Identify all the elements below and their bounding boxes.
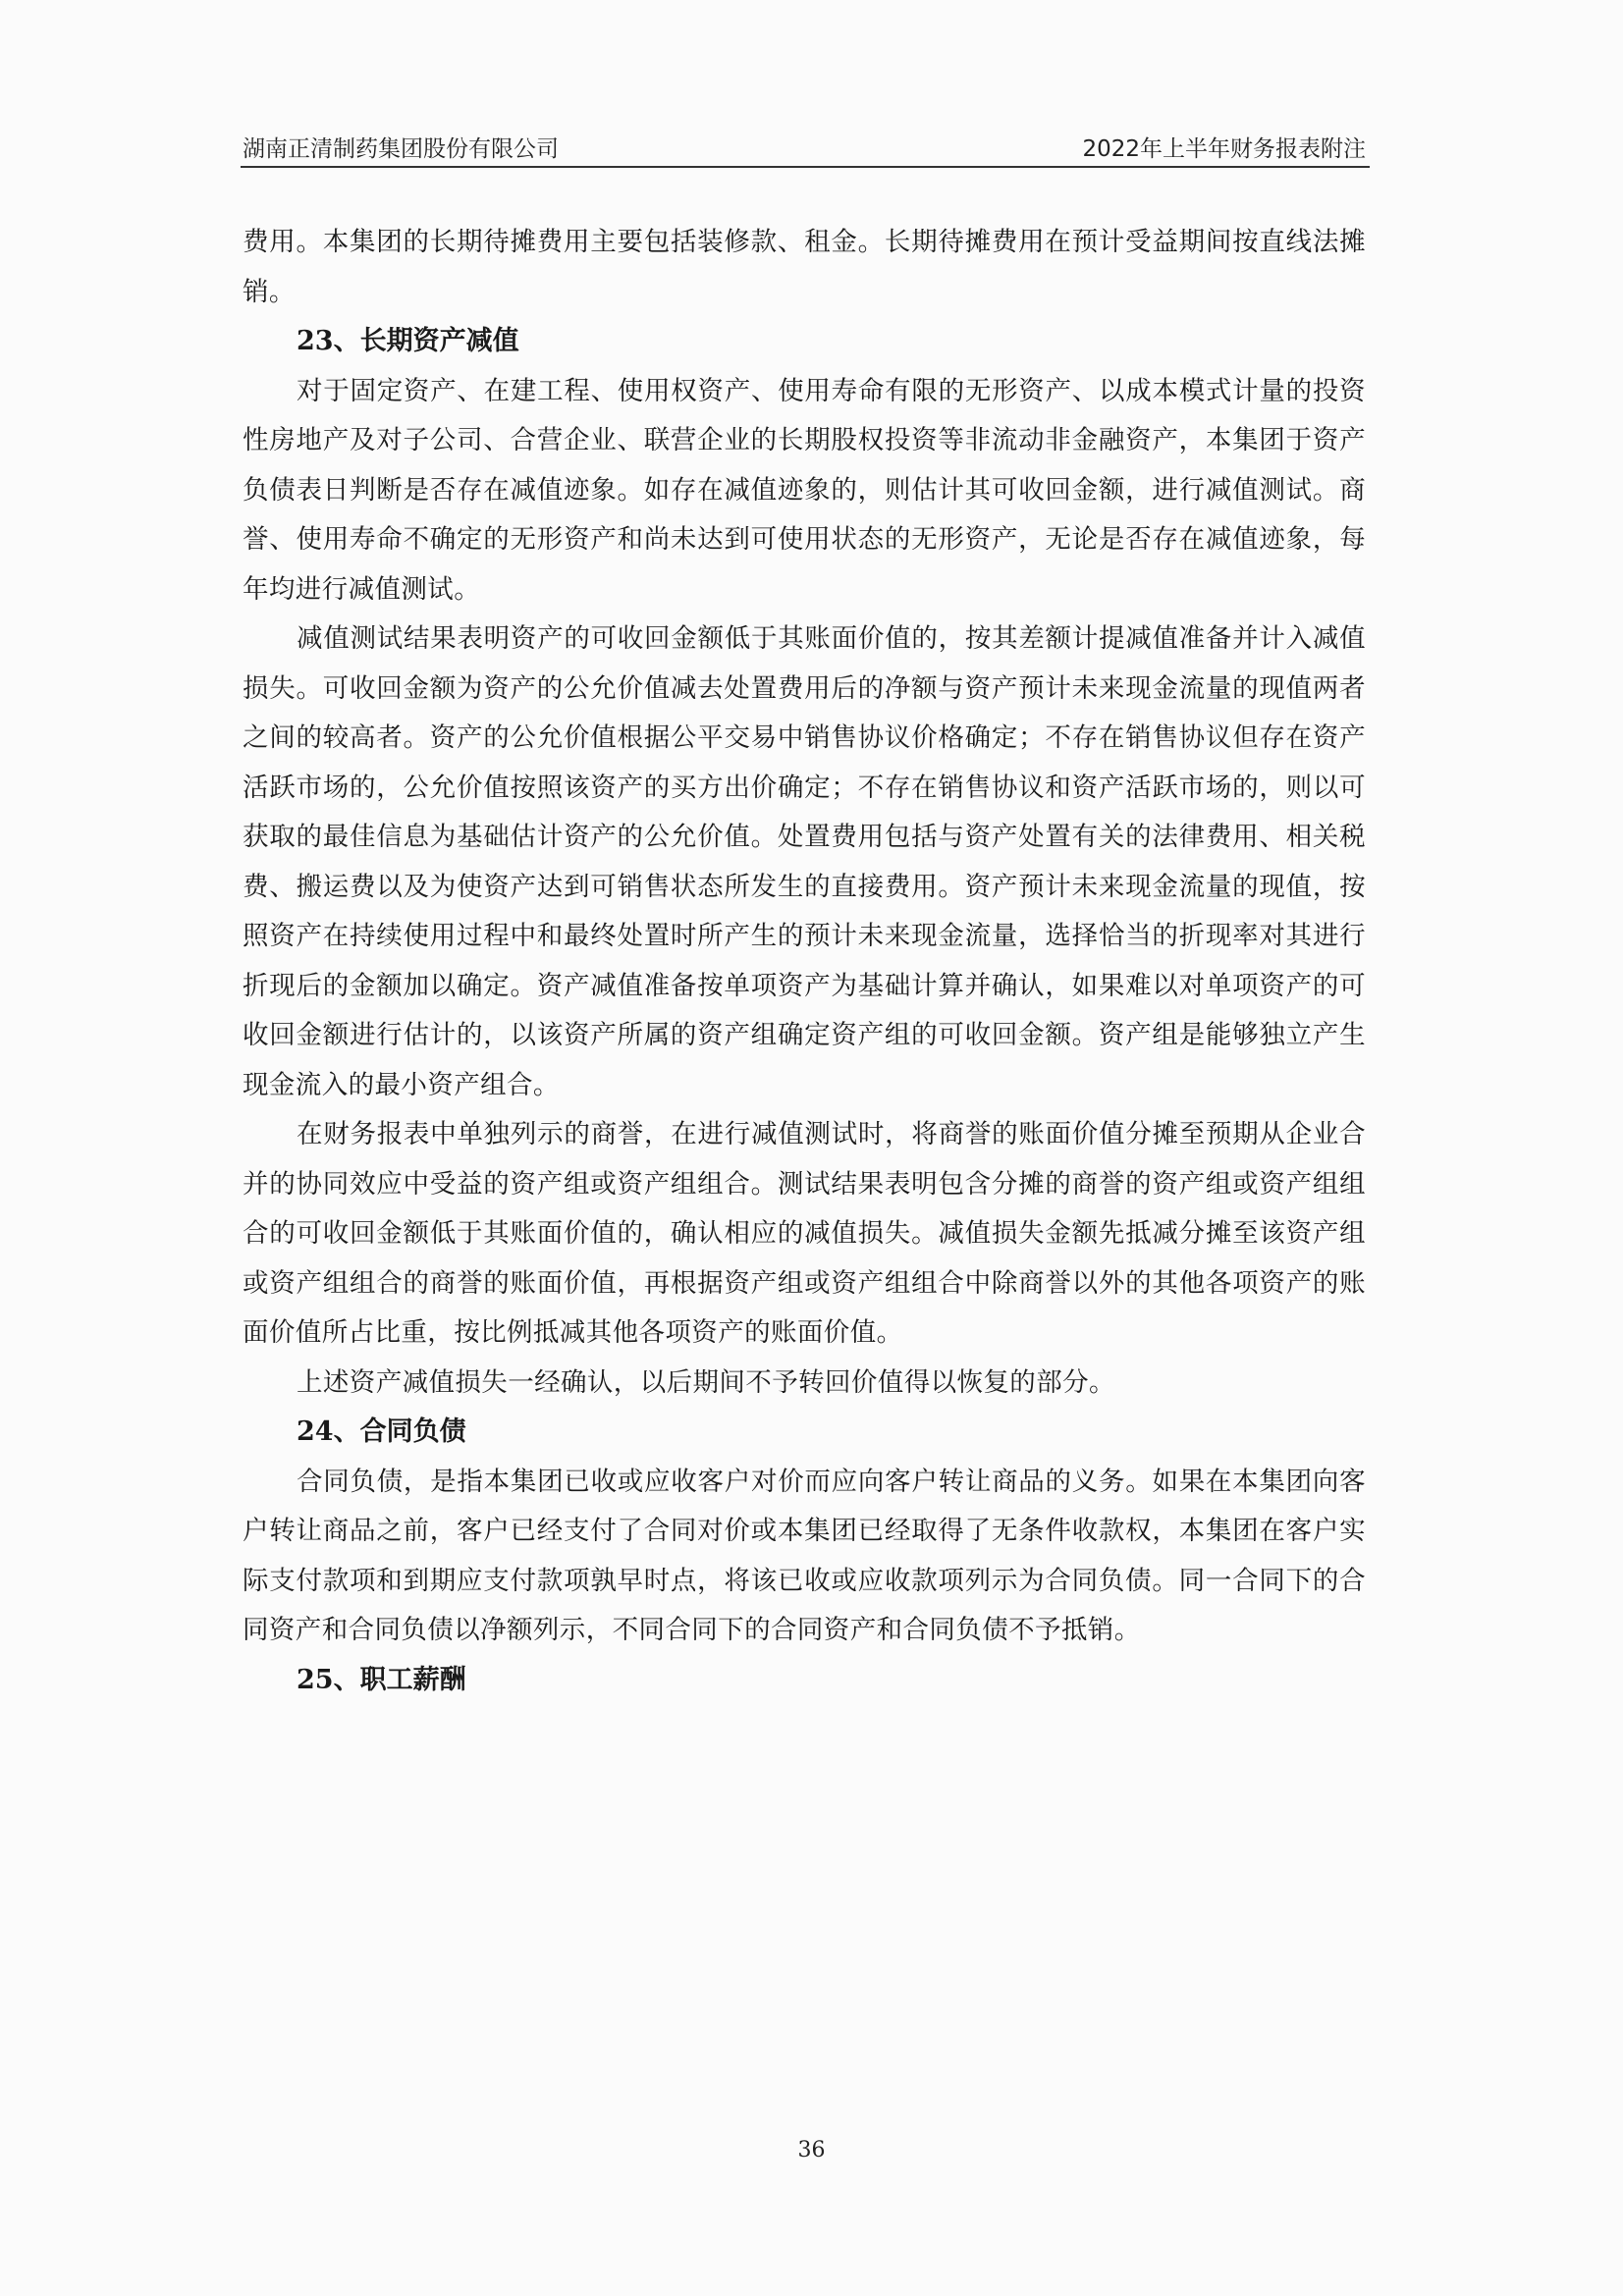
page-number: 36 bbox=[797, 2138, 826, 2163]
section-24-paragraph: 合同负债，是指本集团已收或应收客户对价而应向客户转让商品的义务。如果在本集团向客户转让商品之前，客户已经支付了合同对价或本集团已经取得了无条件收款权，本集团在客户实际支付款项和到期应支付款项孰早时点，将该已收或应收款项列示为合同负债。同一合同下的合同资产和合同负债以净额列示，不同合同下的合同资产和合同负债不予抵销。 bbox=[243, 1466, 1366, 1645]
document-body bbox=[243, 218, 1366, 1705]
section-heading-24: 24、合同负债 bbox=[297, 1416, 466, 1447]
header-divider bbox=[241, 166, 1370, 168]
header-report-title: 2022年上半年财务报表附注 bbox=[1082, 136, 1366, 162]
section-23-paragraph: 在财务报表中单独列示的商誉，在进行减值测试时，将商誉的账面价值分摊至预期从企业合并的协同效应中受益的资产组或资产组组合。测试结果表明包含分摊的商誉的资产组或资产组组合的可收回金额低于其账面价值的，确认相应的减值损失。减值损失金额先抵减分摊至该资产组或资产组组合的商誉的账面价值，再根据资产组或资产组组合中除商誉以外的其他各项资产的账面价值所占比重，按比例抵减其他各项资产的账面价值。 bbox=[243, 1119, 1366, 1348]
section-23-paragraph: 上述资产减值损失一经确认，以后期间不予转回价值得以恢复的部分。 bbox=[297, 1366, 1115, 1398]
intro-paragraph: 费用。本集团的长期待摊费用主要包括装修款、租金。长期待摊费用在预计受益期间按直线法摊销。 bbox=[243, 227, 1366, 307]
page-header bbox=[243, 124, 1366, 163]
section-23-paragraph: 对于固定资产、在建工程、使用权资产、使用寿命有限的无形资产、以成本模式计量的投资性房地产及对子公司、合营企业、联营企业的长期股权投资等非流动非金融资产，本集团于资产负债表日判断是否存在减值迹象。如存在减值迹象的，则估计其可收回金额，进行减值测试。商誉、使用寿命不确定的无形资产和尚未达到可使用状态的无形资产，无论是否存在减值迹象，每年均进行减值测试。 bbox=[243, 375, 1366, 605]
section-23-paragraph: 减值测试结果表明资产的可收回金额低于其账面价值的，按其差额计提减值准备并计入减值损失。可收回金额为资产的公允价值减去处置费用后的净额与资产预计未来现金流量的现值两者之间的较高者。资产的公允价值根据公平交易中销售协议价格确定；不存在销售协议但存在资产活跃市场的，公允价值按照该资产的买方出价确定；不存在销售协议和资产活跃市场的，则以可获取的最佳信息为基础估计资产的公允价值。处置费用包括与资产处置有关的法律费用、相关税费、搬运费以及为使资产达到可销售状态所发生的直接费用。资产预计未来现金流量的现值，按照资产在持续使用过程中和最终处置时所产生的预计未来现金流量，选择恰当的折现率对其进行折现后的金额加以确定。资产减值准备按单项资产为基础计算并确认，如果难以对单项资产的可收回金额进行估计的，以该资产所属的资产组确定资产组的可收回金额。资产组是能够独立产生现金流入的最小资产组合。 bbox=[243, 623, 1366, 1100]
header-company-name: 湖南正清制药集团股份有限公司 bbox=[243, 136, 559, 162]
section-heading-23: 23、长期资产减值 bbox=[297, 326, 519, 356]
section-heading-25: 25、职工薪酬 bbox=[297, 1664, 466, 1695]
